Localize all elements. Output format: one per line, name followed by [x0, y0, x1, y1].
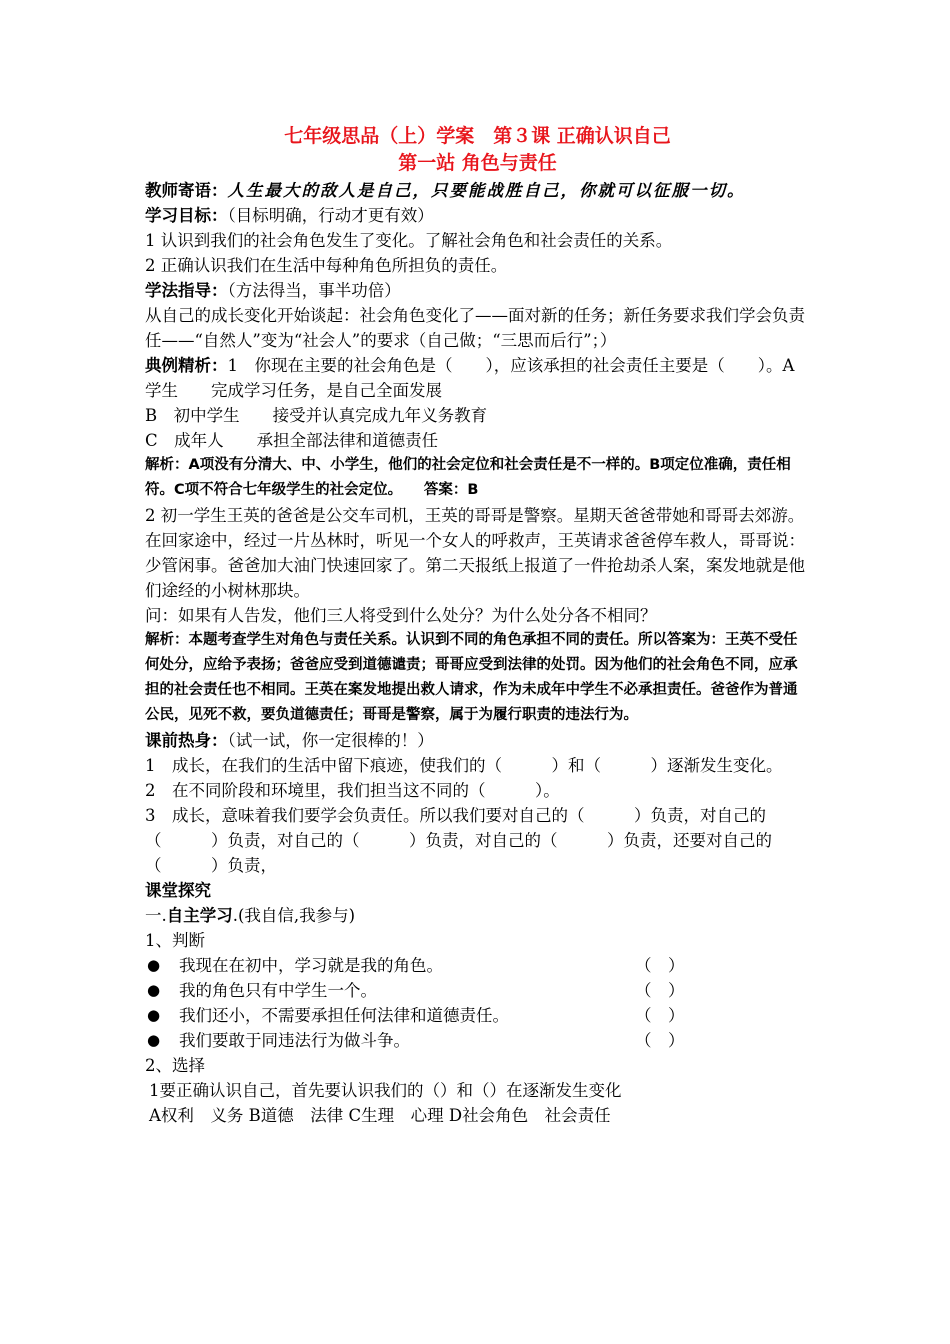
objective-item: 2 正确认识我们在生活中每种角色所担负的责任。	[145, 256, 508, 275]
warmup-heading	[145, 728, 810, 753]
judge-item	[145, 1028, 810, 1053]
self-study-heading	[145, 903, 810, 928]
example-q1-option: C 成年人 承担全部法律和道德责任	[145, 431, 439, 450]
judge-heading: 1、判断	[145, 931, 205, 950]
example-question-1	[145, 353, 810, 403]
warmup-item: 3 成长，意味着我们要学会负责任。所以我们要对自己的（ ）负责，对自己的（ ）负责，对自己的（ ）负责，对自己的（ ）负责，还要对自己的（ ）负责，	[145, 806, 772, 875]
warmup-item: 2 在不同阶段和环境里，我们担当这不同的（ ）。	[145, 781, 560, 800]
judge-item-text: 我们要敢于同违法行为做斗争。	[179, 1031, 410, 1050]
self-study-prefix: 一.	[145, 906, 167, 925]
self-study-label: 自主学习	[166, 906, 233, 925]
warmup-item: 1 成长，在我们的生活中留下痕迹，使我们的（ ）和（ ）逐渐发生变化。	[145, 756, 783, 775]
choice-question: 1要正确认识自己，首先要认识我们的（）和（）在逐渐发生变化	[149, 1081, 622, 1100]
example-answer-1: 解析：A项没有分清大、中、小学生，他们的社会定位和社会责任是不一样的。B项定位准确，责任相符。C项不符合七年级学生的社会定位。 答案：B	[145, 457, 791, 498]
judge-answer-blank: （ ）	[635, 981, 685, 1000]
objectives-note: （目标明确，行动才更有效）	[227, 206, 434, 225]
self-study-note: .(我自信,我参与)	[232, 906, 356, 925]
example-q1-option: B 初中学生 接受并认真完成九年义务教育	[145, 406, 488, 425]
classroom-heading: 课堂探究	[145, 881, 211, 900]
choice-heading: 2、选择	[145, 1056, 205, 1075]
example-answer-2: 解析：本题考查学生对角色与责任关系。认识到不同的角色承担不同的责任。所以答案为：王英不受任何处分，应给予表扬；爸爸应受到道德谴责；哥哥应受到法律的处罚。因为他们的社会角色不同，应承担的社会责任也不相同。王英在案发地提出救人请求，作为未成年中学生不必承担责任。爸爸作为普通公民，见死不救，要负道德责任；哥哥是警察，属于为履行职责的违法行为。	[145, 632, 798, 723]
warmup-note: （试一试，你一定很棒的！）	[227, 731, 434, 750]
judge-item-text: 我现在在初中，学习就是我的角色。	[179, 956, 443, 975]
warmup-label: 课前热身：	[145, 731, 228, 750]
choice-options: A权利 义务 B道德 法律 C生理 心理 D社会角色 社会责任	[149, 1106, 611, 1125]
teacher-message-text: 人生最大的敌人是自己，只要能战胜自己，你就可以征服一切。	[227, 181, 746, 200]
examples-label: 典例精析：	[145, 356, 228, 375]
judge-item-text: 我的角色只有中学生一个。	[179, 981, 377, 1000]
judge-answer-blank: （ ）	[635, 1031, 685, 1050]
method-label: 学法指导：	[145, 281, 228, 300]
method-heading	[145, 278, 810, 303]
method-note: （方法得当，事半功倍）	[227, 281, 401, 300]
judge-answer-blank: （ ）	[635, 956, 685, 975]
bullet-icon: ●	[147, 1006, 161, 1024]
method-text: 从自己的成长变化开始谈起：社会角色变化了——面对新的任务；新任务要求我们学会负责任——“自然人”变为“社会人”的要求（自己做；“三思而后行”；）	[145, 306, 805, 350]
judge-item	[145, 978, 810, 1003]
objective-item: 1 认识到我们的社会角色发生了变化。了解社会角色和社会责任的关系。	[145, 231, 673, 250]
page-title: 七年级思品（上）学案 第３课 正确认识自己	[284, 125, 671, 147]
bullet-icon: ●	[147, 956, 161, 974]
page-subtitle: 第一站 角色与责任	[398, 152, 557, 174]
bullet-icon: ●	[147, 1031, 161, 1049]
judge-item	[145, 953, 810, 978]
teacher-message-label: 教师寄语：	[145, 181, 228, 200]
judge-item	[145, 1003, 810, 1028]
judge-answer-blank: （ ）	[635, 1006, 685, 1025]
objectives-heading	[145, 203, 810, 228]
example-question-2-ask: 问：如果有人告发，他们三人将受到什么处分？为什么处分各不相同？	[145, 606, 657, 625]
document-page	[145, 122, 810, 1128]
example-question-2: 2 初一学生王英的爸爸是公交车司机，王英的哥哥是警察。星期天爸爸带她和哥哥去郊游。在回家途中，经过一片丛林时，听见一个女人的呼救声，王英请求爸爸停车救人，哥哥说：少管闲事。爸爸加大油门快速回家了。第二天报纸上报道了一件抢劫杀人案，案发地就是他们途经的小树林那块。	[145, 506, 805, 600]
objectives-label: 学习目标：	[145, 206, 228, 225]
teacher-message	[145, 178, 810, 203]
judge-item-text: 我们还小，不需要承担任何法律和道德责任。	[179, 1006, 509, 1025]
bullet-icon: ●	[147, 981, 161, 999]
example-q1-text: 1 你现在主要的社会角色是（ ），应该承担的社会责任主要是（ ）。A 学生 完成学习任务，是自己全面发展	[145, 356, 811, 400]
